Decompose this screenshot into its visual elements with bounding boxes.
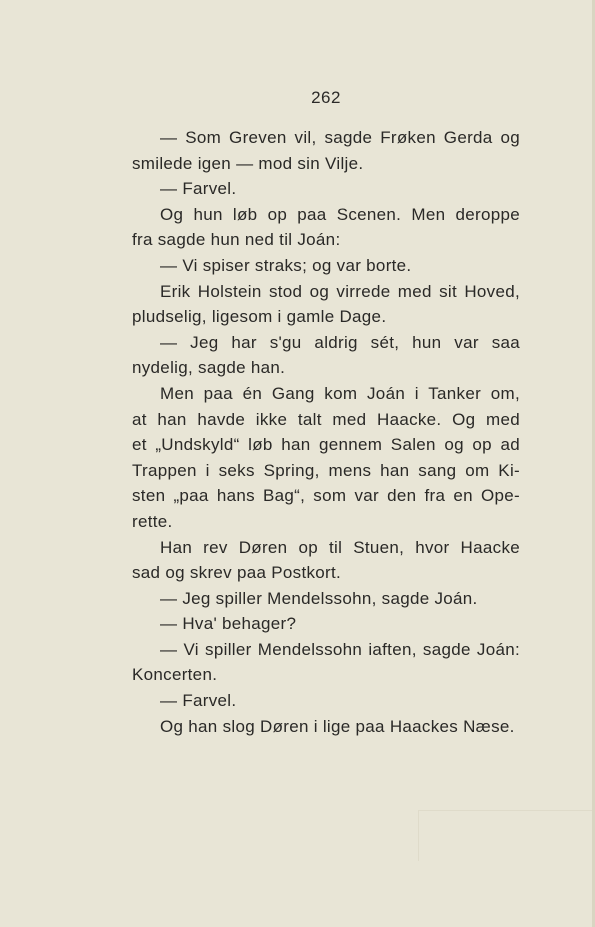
text-line: sad og skrev paa Postkort. <box>132 563 342 583</box>
text-line: et „Undskyld“ løb han gennem Salen og op ad <box>132 435 520 455</box>
text-line: — Hva' behager? <box>160 614 297 634</box>
text-line: smilede igen — mod sin Vilje. <box>132 153 364 173</box>
text-line: — Jeg har s'gu aldrig sét, hun var saa <box>160 332 520 352</box>
text-line: — Farvel. <box>160 691 237 711</box>
text-line: Og han slog Døren i lige paa Haackes Næse. <box>160 716 515 736</box>
text-line: rette. <box>132 511 173 531</box>
text-line: Koncerten. <box>132 665 218 685</box>
text-line: — Jeg spiller Mendelssohn, sagde Joán. <box>160 588 478 608</box>
text-line: Men paa én Gang kom Joán i Tanker om, <box>160 383 520 403</box>
paper-mark <box>418 810 595 861</box>
text-line: nydelig, sagde han. <box>132 358 286 378</box>
text-line: Og hun løb op paa Scenen. Men deroppe <box>160 204 520 224</box>
text-line: — Vi spiller Mendelssohn iaften, sagde Joán: <box>160 639 520 659</box>
text-line: Erik Holstein stod og virrede med sit Hoved, <box>160 281 520 301</box>
page-number: 262 <box>311 88 341 107</box>
text-line: at han havde ikke talt med Haacke. Og med <box>132 409 520 429</box>
text-line: Trappen i seks Spring, mens han sang om Ki- <box>132 460 520 480</box>
text-line: — Som Greven vil, sagde Frøken Gerda og <box>160 128 520 147</box>
text-line: Han rev Døren op til Stuen, hvor Haacke <box>160 537 520 557</box>
text-line: fra sagde hun ned til Joán: <box>132 230 341 250</box>
text-line: pludselig, ligesom i gamle Dage. <box>132 307 387 327</box>
body-text <box>132 125 520 739</box>
text-line: sten „paa hans Bag“, som var den fra en Ope- <box>132 486 520 506</box>
text-line: — Vi spiser straks; og var borte. <box>160 255 412 275</box>
text-line: — Farvel. <box>160 179 237 199</box>
